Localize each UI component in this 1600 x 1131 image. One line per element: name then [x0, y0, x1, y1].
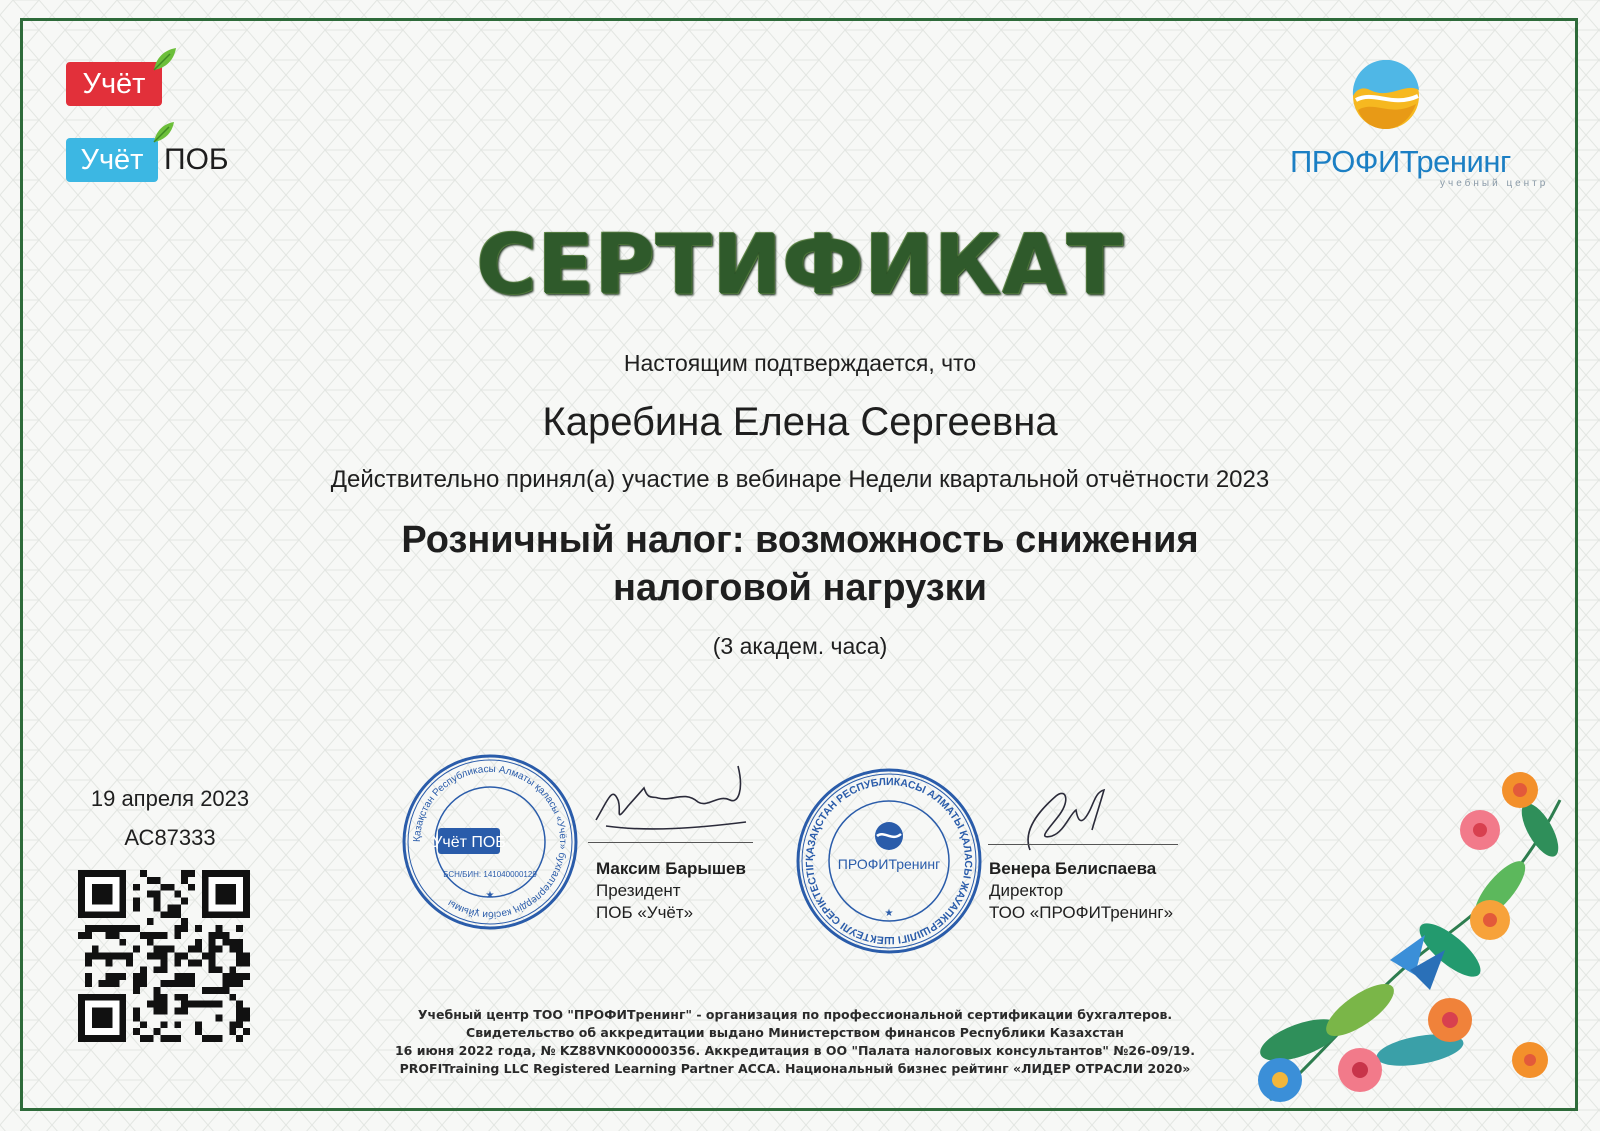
footer-line-1: Учебный центр ТОО "ПРОФИТренинг" - организация по профессиональной сертификации бухгалтеров. [417, 1007, 1173, 1022]
profit-logo-name: ПРОФИТренинг [1290, 144, 1511, 179]
uchet-stamp [400, 752, 580, 932]
profit-stamp-center-text: ПРОФИТренинг [837, 856, 941, 872]
signature-line [988, 844, 1178, 845]
profit-logo-subtitle: учебный центр [1440, 178, 1549, 189]
flower-icon [1338, 1048, 1382, 1092]
signer-2 [989, 858, 1173, 924]
certificate-title: СЕРТИФИКАТ [476, 218, 1124, 313]
floral-decoration [1240, 760, 1580, 1110]
course-title-line1: Розничный налог: возможность снижения [401, 519, 1199, 561]
issue-date: 19 апреля 2023 [90, 786, 250, 811]
uchet-stamp-ring-text: Қазақстан Республикасы Алматы қаласы «Учёт» бухгалтерлердің кәсіби ұйымы [411, 763, 569, 921]
qr-code [78, 870, 250, 1042]
leaf-icon [150, 118, 178, 146]
svg-text:★: ★ [884, 908, 894, 919]
flower-icon [1258, 1058, 1302, 1102]
course-title [0, 516, 1600, 612]
recipient-name: Каребина Елена Сергеевна [542, 400, 1058, 444]
uchet-logo [66, 62, 162, 106]
flower-icon [1428, 998, 1472, 1042]
uchet-stamp-bin: БСН/БИН: 141040000129 [443, 870, 537, 879]
footer-line-3: 16 июня 2022 года, № KZ88VNK00000356. Аккредитация в ОО "Палата налоговых консультантов" №26-09/19. [394, 1043, 1196, 1058]
signer-1 [596, 858, 746, 924]
pob-logo-text: ПОБ [164, 143, 229, 176]
accreditation-footer [330, 1006, 1260, 1078]
profit-stamp [794, 766, 984, 956]
signature-line [588, 842, 753, 843]
signature-belispaeva [1000, 770, 1160, 860]
signer-2-name: Венера Белиспаева [989, 859, 1157, 878]
uchet-pob-logo-box [66, 138, 158, 182]
profit-stamp-ring-text: ҚАЗАҚСТАН РЕСПУБЛИКАСЫ АЛМАТЫ ҚАЛАСЫ ЖАУАПКЕРШІЛІГІ ШЕКТЕУЛІ СЕРІКТЕСТІГ [803, 775, 975, 947]
confirmation-text: Настоящим подтверждается, что [623, 350, 977, 376]
flower-icon [1460, 810, 1500, 850]
leaf-icon [150, 44, 180, 74]
course-title-line2: налоговой нагрузки [613, 567, 987, 609]
participation-text: Действительно принял(а) участие в вебинаре Недели квартальной отчётности 2023 [330, 466, 1270, 493]
signer-1-org: ПОБ «Учёт» [596, 903, 694, 922]
signer-2-position: Директор [989, 881, 1064, 900]
course-hours: (3 академ. часа) [712, 633, 888, 659]
certificate-number: АС87333 [124, 825, 216, 850]
profit-emblem-icon [1350, 60, 1422, 132]
signature-baryshev [588, 760, 758, 840]
flower-icon [1512, 1042, 1548, 1078]
profit-training-logo [1290, 60, 1549, 190]
signer-1-name: Максим Барышев [596, 859, 746, 878]
svg-text:★: ★ [485, 890, 495, 901]
flower-icon [1470, 900, 1510, 940]
signer-2-org: ТОО «ПРОФИТренинг» [989, 903, 1174, 922]
flower-icon [1502, 772, 1538, 808]
footer-line-2: Свидетельство об аккредитации выдано Министерством финансов Республики Казахстан [466, 1025, 1124, 1040]
uchet-pob-logo-text: Учёт [80, 144, 144, 176]
uchet-logo-text: Учёт [82, 68, 146, 100]
uchet-stamp-center-text: Учёт ПОБ [432, 834, 506, 851]
signer-1-position: Президент [596, 881, 681, 900]
footer-line-4: PROFITraining LLC Registered Learning Partner ACCA. Национальный бизнес рейтинг «ЛИДЕР ОТРАСЛИ 2020» [399, 1061, 1191, 1076]
